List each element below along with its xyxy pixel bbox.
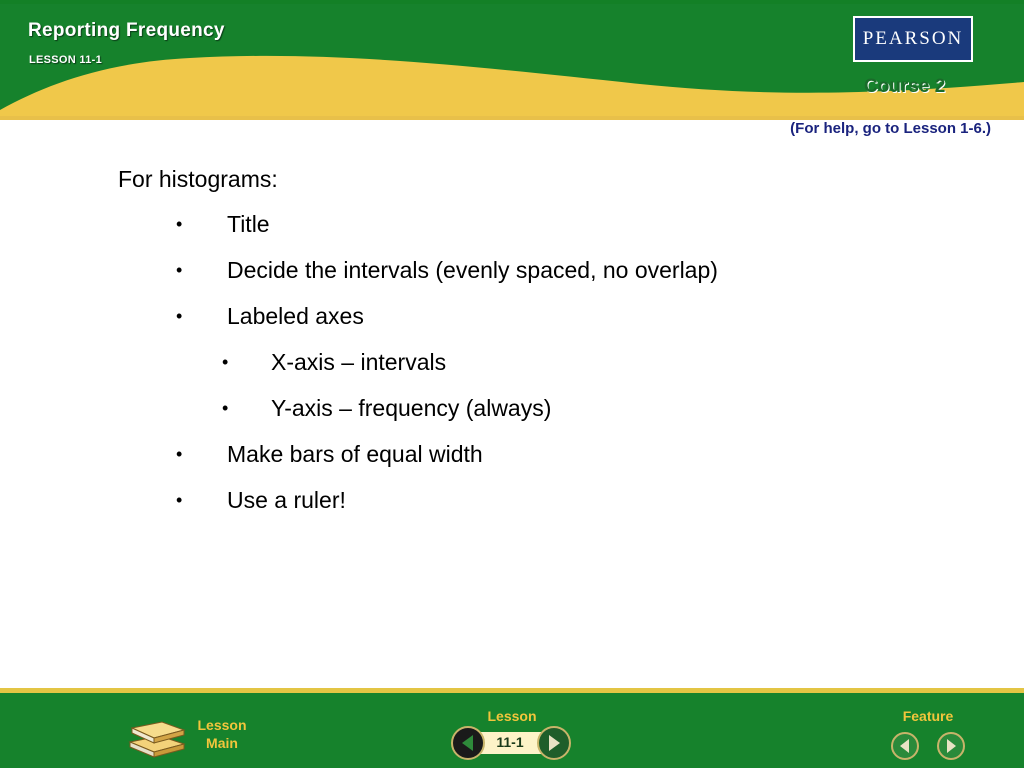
bullet-text: Use a ruler! xyxy=(227,487,346,513)
lesson-number-display: 11-1 xyxy=(496,734,524,750)
books-icon[interactable] xyxy=(126,712,188,758)
bullet-icon: • xyxy=(222,352,229,372)
bullet-icon: • xyxy=(222,398,229,418)
lesson-main-label-line2: Main xyxy=(206,735,238,751)
lesson-main-link[interactable] xyxy=(186,716,258,752)
bullet-text: Y-axis – frequency (always) xyxy=(271,395,552,421)
bullet-icon: • xyxy=(176,306,183,326)
feature-prev-arrow-icon[interactable] xyxy=(890,731,920,761)
arrow-right-icon[interactable] xyxy=(536,725,572,761)
bullet-text: Title xyxy=(227,211,270,237)
lesson-title: Reporting Frequency xyxy=(28,20,225,41)
arrow-left-icon[interactable] xyxy=(450,725,486,761)
bullet-text: Decide the intervals (evenly spaced, no overlap) xyxy=(227,257,718,283)
help-link[interactable]: (For help, go to Lesson 1-6.) xyxy=(790,120,991,137)
pearson-logo-text: PEARSON xyxy=(862,28,964,49)
content-intro: For histograms: xyxy=(118,166,278,192)
bullet-icon: • xyxy=(176,444,183,464)
pearson-logo xyxy=(853,16,973,62)
feature-label: Feature xyxy=(902,708,954,724)
bullet-text: Make bars of equal width xyxy=(227,441,483,467)
bullet-text: Labeled axes xyxy=(227,303,364,329)
bullet-icon: • xyxy=(176,490,183,510)
feature-next-arrow-icon[interactable] xyxy=(936,731,966,761)
course-label: Course 2 xyxy=(864,76,946,97)
lesson-navigator xyxy=(450,725,572,761)
bullet-text: X-axis – intervals xyxy=(271,349,447,375)
bullet-icon: • xyxy=(176,260,183,280)
lesson-main-label-line1: Lesson xyxy=(197,717,247,733)
lesson-nav-label: Lesson xyxy=(487,708,537,724)
slide-header xyxy=(0,0,1024,120)
lesson-number: LESSON 11-1 xyxy=(29,54,102,66)
bullet-icon: • xyxy=(176,214,183,234)
